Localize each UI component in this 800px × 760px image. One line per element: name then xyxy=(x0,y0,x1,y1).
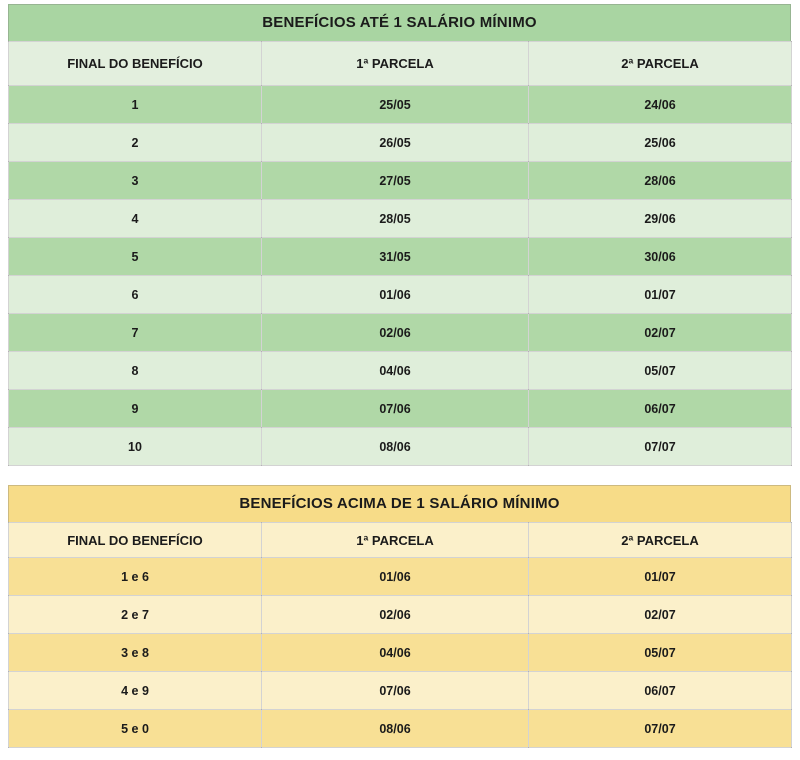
table-cell: 2 xyxy=(9,124,262,162)
column-header: 1ª PARCELA xyxy=(262,523,529,558)
table-cell: 26/05 xyxy=(262,124,529,162)
table-cell: 01/06 xyxy=(262,276,529,314)
table-row xyxy=(9,200,792,238)
table-cell: 01/07 xyxy=(529,276,792,314)
table-cell: 1 e 6 xyxy=(9,558,262,596)
table-cell: 30/06 xyxy=(529,238,792,276)
benefits-table xyxy=(8,41,792,466)
table-cell: 06/07 xyxy=(529,390,792,428)
table-cell: 07/06 xyxy=(262,672,529,710)
table-row xyxy=(9,86,792,124)
table-row xyxy=(9,124,792,162)
table-cell: 28/05 xyxy=(262,200,529,238)
table-cell: 25/06 xyxy=(529,124,792,162)
table-row xyxy=(9,672,792,710)
table-cell: 07/07 xyxy=(529,428,792,466)
table-cell: 24/06 xyxy=(529,86,792,124)
column-header: 1ª PARCELA xyxy=(262,42,529,86)
table-cell: 05/07 xyxy=(529,352,792,390)
table-cell: 8 xyxy=(9,352,262,390)
benefits-table xyxy=(8,522,792,748)
table-cell: 9 xyxy=(9,390,262,428)
table-beneficios-acima-de-1-salario-minimo xyxy=(8,485,791,748)
column-header: FINAL DO BENEFÍCIO xyxy=(9,523,262,558)
table-row xyxy=(9,162,792,200)
header-row xyxy=(9,42,792,86)
table-cell: 31/05 xyxy=(262,238,529,276)
tables-gap xyxy=(8,466,791,485)
column-header: 2ª PARCELA xyxy=(529,42,792,86)
table-cell: 08/06 xyxy=(262,428,529,466)
table-row xyxy=(9,390,792,428)
table-cell: 29/06 xyxy=(529,200,792,238)
table-beneficios-ate-1-salario-minimo xyxy=(8,4,791,466)
table-cell: 07/07 xyxy=(529,710,792,748)
table-row xyxy=(9,276,792,314)
table-cell: 02/06 xyxy=(262,596,529,634)
table-cell: 04/06 xyxy=(262,634,529,672)
table-cell: 25/05 xyxy=(262,86,529,124)
table-cell: 28/06 xyxy=(529,162,792,200)
table-cell: 4 xyxy=(9,200,262,238)
header-row xyxy=(9,523,792,558)
table-cell: 07/06 xyxy=(262,390,529,428)
table-row xyxy=(9,558,792,596)
table-cell: 02/06 xyxy=(262,314,529,352)
table-cell: 3 e 8 xyxy=(9,634,262,672)
table-cell: 3 xyxy=(9,162,262,200)
table-row xyxy=(9,314,792,352)
table-cell: 27/05 xyxy=(262,162,529,200)
table-cell: 05/07 xyxy=(529,634,792,672)
table-cell: 01/06 xyxy=(262,558,529,596)
table-row xyxy=(9,238,792,276)
table-cell: 6 xyxy=(9,276,262,314)
table-cell: 06/07 xyxy=(529,672,792,710)
table-row xyxy=(9,428,792,466)
column-header: FINAL DO BENEFÍCIO xyxy=(9,42,262,86)
table-row xyxy=(9,596,792,634)
table-cell: 2 e 7 xyxy=(9,596,262,634)
table-row xyxy=(9,710,792,748)
table-cell: 5 xyxy=(9,238,262,276)
table-cell: 1 xyxy=(9,86,262,124)
table-row xyxy=(9,352,792,390)
table-cell: 01/07 xyxy=(529,558,792,596)
table-cell: 02/07 xyxy=(529,314,792,352)
table-title: BENEFÍCIOS ATÉ 1 SALÁRIO MÍNIMO xyxy=(8,4,791,41)
column-header: 2ª PARCELA xyxy=(529,523,792,558)
table-cell: 10 xyxy=(9,428,262,466)
table-cell: 4 e 9 xyxy=(9,672,262,710)
table-cell: 5 e 0 xyxy=(9,710,262,748)
table-cell: 04/06 xyxy=(262,352,529,390)
table-row xyxy=(9,634,792,672)
table-cell: 7 xyxy=(9,314,262,352)
table-cell: 08/06 xyxy=(262,710,529,748)
table-title: BENEFÍCIOS ACIMA DE 1 SALÁRIO MÍNIMO xyxy=(8,485,791,522)
table-cell: 02/07 xyxy=(529,596,792,634)
